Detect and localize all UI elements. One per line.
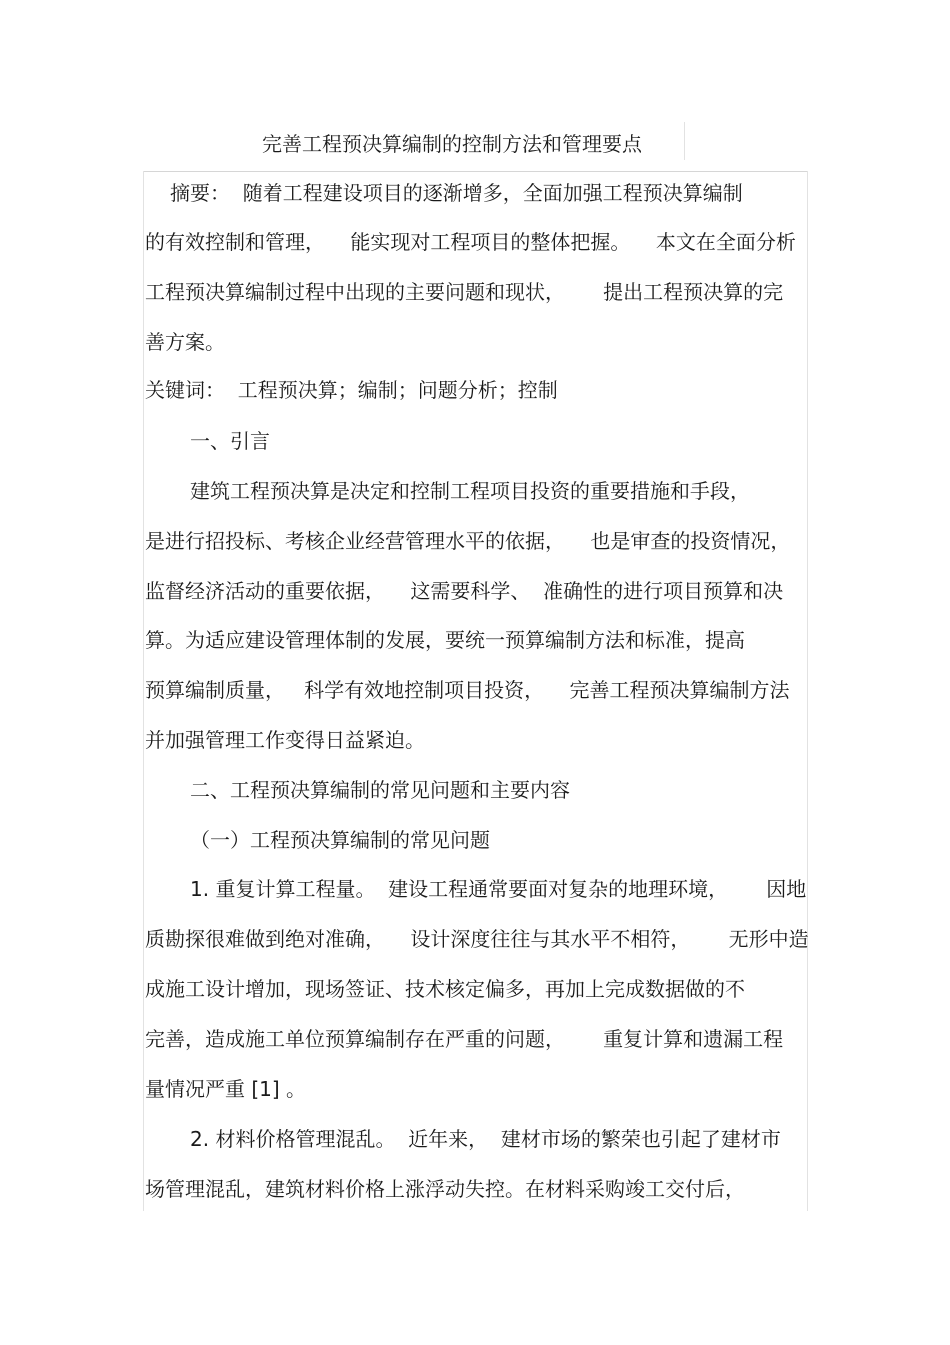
intro-line-5: 预算编制质量， 科学有效地控制项目投资， 完善工程预决算编制方法 — [145, 678, 790, 702]
keywords-line: 关键词： 工程预决算；编制；问题分析；控制 — [145, 378, 558, 402]
item2-line-2: 场管理混乱，建筑材料价格上涨浮动失控。在材料采购竣工交付后， — [145, 1177, 745, 1201]
section-heading-2: 二、工程预决算编制的常见问题和主要内容 — [190, 778, 570, 802]
item1-line-3: 成施工设计增加，现场签证、技术核定偏多，再加上完成数据做的不 — [145, 977, 745, 1001]
intro-line-6: 并加强管理工作变得日益紧迫。 — [145, 728, 425, 752]
subsection-heading-1: （一）工程预决算编制的常见问题 — [190, 828, 490, 852]
intro-line-4: 算。为适应建设管理体制的发展，要统一预算编制方法和标准，提高 — [145, 628, 745, 652]
intro-line-2: 是进行招投标、考核企业经营管理水平的依据， 也是审查的投资情况， — [145, 529, 791, 553]
item1-line-2: 质勘探很难做到绝对准确， 设计深度往往与其水平不相符， 无形中造 — [145, 927, 809, 951]
intro-line-1: 建筑工程预决算是决定和控制工程项目投资的重要措施和手段， — [190, 479, 750, 503]
abstract-line-2: 的有效控制和管理， 能实现对工程项目的整体把握。 本文在全面分析 — [145, 230, 796, 254]
page-frame-top — [143, 171, 808, 172]
abstract-line-3: 工程预决算编制过程中出现的主要问题和现状， 提出工程预决算的完 — [145, 280, 784, 304]
page-frame-left — [143, 171, 144, 1211]
page-frame-right — [807, 171, 808, 1211]
item1-line-5: 量情况严重 [1] 。 — [145, 1077, 307, 1101]
document-title: 完善工程预决算编制的控制方法和管理要点 — [262, 132, 642, 156]
abstract-line-1: 摘要： 随着工程建设项目的逐渐增多，全面加强工程预决算编制 — [170, 181, 743, 205]
section-heading-intro: 一、引言 — [190, 429, 270, 453]
item1-line-1: 1. 重复计算工程量。 建设工程通常要面对复杂的地理环境， 因地 — [190, 877, 807, 901]
item2-line-1: 2. 材料价格管理混乱。 近年来， 建材市场的繁荣也引起了建材市 — [190, 1127, 781, 1151]
title-separator — [684, 122, 685, 160]
item1-line-4: 完善，造成施工单位预算编制存在严重的问题， 重复计算和遗漏工程 — [145, 1027, 784, 1051]
abstract-line-4: 善方案。 — [145, 330, 225, 354]
intro-line-3: 监督经济活动的重要依据， 这需要科学、 准确性的进行项目预算和决 — [145, 579, 784, 603]
